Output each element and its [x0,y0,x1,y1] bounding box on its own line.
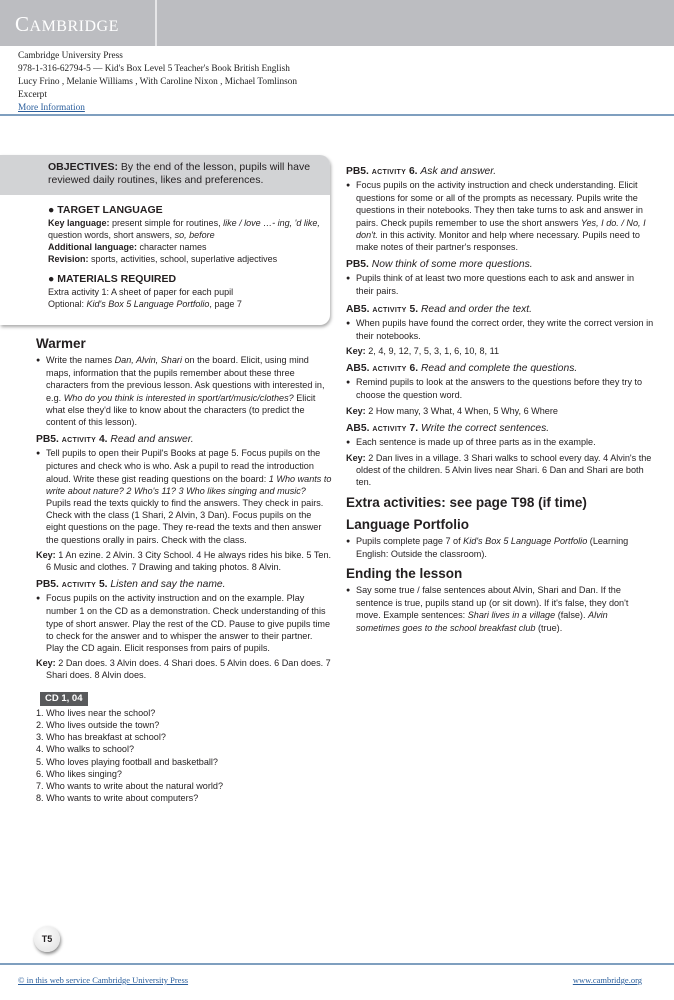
key-label: Key: [36,549,56,560]
key-text: 2 Dan lives in a village. 3 Shari walks to school every day. 4 Alvin's the oldest of the children. 5 Alvin lives near Shari. 6 Dan and Shari are both ten. [356,453,652,488]
objectives-box [0,155,330,325]
text-segment: When pupils have found the correct order, they write the correct version in their notebooks. [356,317,654,341]
text-segment: Pupils read the texts quickly to find the answers. They check in pairs. Check with the class (1 Shari, 2 Alvin, 3 Dan). Focus pupils on the eight questions on the page. They re-read the texts and then answer the questions orally in pairs. Check with the class. [46,498,324,545]
section-heading: Language Portfolio [346,516,469,532]
isbn-title: 978-1-316-62794-5 — Kid's Box Level 5 Teacher's Book British English [18,64,290,74]
material-1: Extra activity 1: A sheet of paper for each pupil [48,287,234,297]
list-item: 5. Who loves playing football and basketball? [36,756,218,767]
answer-key [36,657,332,681]
header-divider [155,0,157,46]
activity-code: PB5. [36,579,59,591]
text-segment: Dan, Alvin, Shari [114,355,182,365]
materials-heading: ● MATERIALS REQUIRED [48,273,177,285]
activity-label: activity [61,434,97,446]
activity-label: activity [372,303,407,315]
text-segment: Pupils complete page 7 of [356,535,464,546]
text-segment: (false). [555,610,589,621]
left-column [36,336,332,805]
activity-code: PB5. [346,259,369,271]
activity-label: activity [372,422,407,434]
activity-number: 5. [98,579,108,591]
activity-code: AB5. [346,363,370,375]
authors: Lucy Frino , Melanie Williams , With Caroline Nixon , Michael Tomlinson [18,77,298,87]
text-segment: (true). [535,622,563,633]
text-segment: in this activity. Monitor and help where necessary. Pupils need to make notes of their partner's responses. [356,229,640,253]
section-heading: Ending the lesson [346,566,463,582]
bullet-paragraph [36,447,332,546]
key-text: 2 How many, 3 What, 4 When, 5 Why, 6 Where [365,405,558,416]
key-text: 1 An ezine. 2 Alvin. 3 City School. 4 He always rides his bike. 5 Ten. 6 Music and clothes. 7 Drawing and taking photos. 8 Alvin. [46,549,332,573]
revision: Revision: sports, activities, school, superlative adjectives [48,254,278,264]
text-segment: Pupils think of at least two more questions each to ask and answer in their pairs. [356,273,635,297]
activity-number: 6. [408,166,418,177]
activity-title: Listen and say the name. [110,579,226,591]
text-segment: Write the names [46,355,115,365]
key-label: Key: [346,346,366,357]
key-label: Key: [346,453,366,464]
activity-code: PB5. [36,434,59,446]
objectives-text: By the end of the lesson, pupils will have reviewed daily routines, likes and preferences. [48,161,311,186]
bullet-paragraph [346,535,654,560]
bullet-paragraph [346,436,654,449]
key-text: 2, 4, 9, 12, 7, 5, 3, 1, 6, 10, 8, 11 [365,346,500,357]
excerpt-label: Excerpt [18,90,47,100]
activity-label: activity [372,363,407,375]
activity-heading [346,165,654,178]
header-bar [0,0,674,46]
activity-number: 6. [409,363,419,375]
text-segment: (Learning English: Outside the classroom). [356,535,629,559]
activity-code: AB5. [346,303,370,315]
answer-key [36,549,332,573]
activity-title: Read and answer. [110,434,194,446]
section-heading: Warmer [36,336,86,351]
activity-heading [36,578,332,591]
objectives-label: OBJECTIVES: [48,161,119,173]
text-segment: Focus pupils on the activity instruction and check understanding. Elicit questions for some or all of the prompts as necessary. Pupils write the questions in their notebooks. They then take turns to ask and answer in pairs. Check pupils remember to use the short answers [356,180,643,228]
activity-heading [346,258,654,271]
objectives [0,155,330,195]
activity-heading [346,422,654,435]
publisher: Cambridge University Press [18,51,123,61]
text-segment: Elicit what else they'd like to know about the characters (to predict the content of this lesson). [46,392,316,428]
text-segment: Shari lives in a village [467,610,556,621]
list-item: 7. Who wants to write about the natural world? [36,781,224,792]
activity-label: activity [371,166,407,177]
book-metadata [18,50,297,115]
bullet-paragraph [346,584,654,634]
text-segment: Each sentence is made up of three parts as in the example. [356,436,596,447]
text-segment: Kid's Box 5 Language Portfolio [463,535,588,546]
copyright-link[interactable]: © in this web service Cambridge University Press [18,975,189,985]
activity-title: Read and order the text. [420,303,533,315]
activity-heading [346,362,654,375]
text-segment: Who do you think is interested in sport/art/music/clothes? [63,392,294,403]
bullet-paragraph [346,272,654,297]
activity-label: activity [61,579,97,591]
activity-number: 4. [98,434,108,446]
key-language: Key language: present simple for routines, like / love …- ing, 'd like, question words, short answers, so, before [48,218,320,240]
key-label: Key: [346,405,366,416]
section-heading: Extra activities: see page T98 (if time) [346,494,587,510]
cd-track [36,683,332,707]
activity-code: PB5. [346,166,369,177]
text-segment: Remind pupils to look at the answers to the questions before they try to choose the question word. [356,377,643,401]
activity-number: 5. [409,303,419,315]
footer-divider [0,963,674,965]
list-item: 6. Who likes singing? [36,768,122,779]
answer-key [346,405,654,417]
answer-key [346,452,654,489]
list-item: 3. Who has breakfast at school? [36,732,166,743]
text-segment: Tell pupils to open their Pupil's Books at page 5. Focus pupils on the pictures and check who is who. Ask a pupil to read the introduction aloud. Write these gist reading questions on the board: [46,448,321,484]
bullet-paragraph [346,376,654,401]
cambridge-site-link[interactable]: www.cambridge.org [572,975,642,985]
text-segment: on the board. Elicit, using mind maps, information that the pupils remember about these three characters from the previous lesson. Ask questions with interested in, e.g. [46,355,325,403]
material-2: Optional: Kid's Box 5 Language Portfolio, page 7 [48,299,242,309]
key-text: 2 Dan does. 3 Alvin does. 4 Shari does. 5 Alvin does. 6 Dan does. 7 Shari does. 8 Alvin does. [46,658,331,681]
bullet-paragraph [36,354,332,428]
list-item: 1. Who lives near the school? [36,707,156,718]
activity-heading [36,433,332,446]
text-segment: Alvin sometimes goes to the school breakfast club [356,610,608,633]
additional-language: Additional language: character names [48,242,207,252]
text-segment: 1 Who wants to write about nature? 2 Who's 11? 3 Who likes singing and music? [46,473,332,496]
bullet-paragraph [346,179,654,253]
page-number: T5 [34,926,60,952]
cambridge-logo: CAMBRIDGE [15,12,119,36]
activity-code: AB5. [346,422,370,434]
key-label: Key: [36,658,56,669]
bullet-paragraph [346,317,654,342]
answer-key [346,345,654,357]
text-segment: Say some true / false sentences about Alvin, Shari and Dan. If the sentence is true, pupils stand up (or sit down). If it's false, they don't move. Example sentences: [356,585,629,621]
more-information-link[interactable]: More Information [18,103,85,113]
cd-track-label: CD 1, 04 [40,692,88,706]
activity-heading [346,303,654,316]
activity-title: Ask and answer. [420,166,497,177]
list-item: 8. Who wants to write about computers? [36,793,199,804]
bullet-paragraph [36,592,332,654]
list-item: 4. Who walks to school? [36,744,135,755]
activity-title: Write the correct sentences. [420,422,550,434]
text-segment: Focus pupils on the activity instruction and on the example. Play number 1 on the CD as a demonstration. Check understanding of this type of short answer. Play the rest of the CD. Pause to give pupils time to check for the answer and to whisper the answer to their partner. Play the CD again. Elicit responses from pairs of pupils. [46,593,331,654]
question-list [36,707,332,805]
activity-title: Now think of some more questions. [371,259,533,271]
text-segment: Yes, I do. / No, I don't. [356,217,646,240]
list-item: 2. Who lives outside the town? [36,720,160,731]
right-column [346,160,654,635]
header-divider-line [0,114,674,116]
activity-title: Read and complete the questions. [420,363,578,375]
activity-number: 7. [409,422,419,434]
target-language-heading: ● TARGET LANGUAGE [48,204,163,216]
